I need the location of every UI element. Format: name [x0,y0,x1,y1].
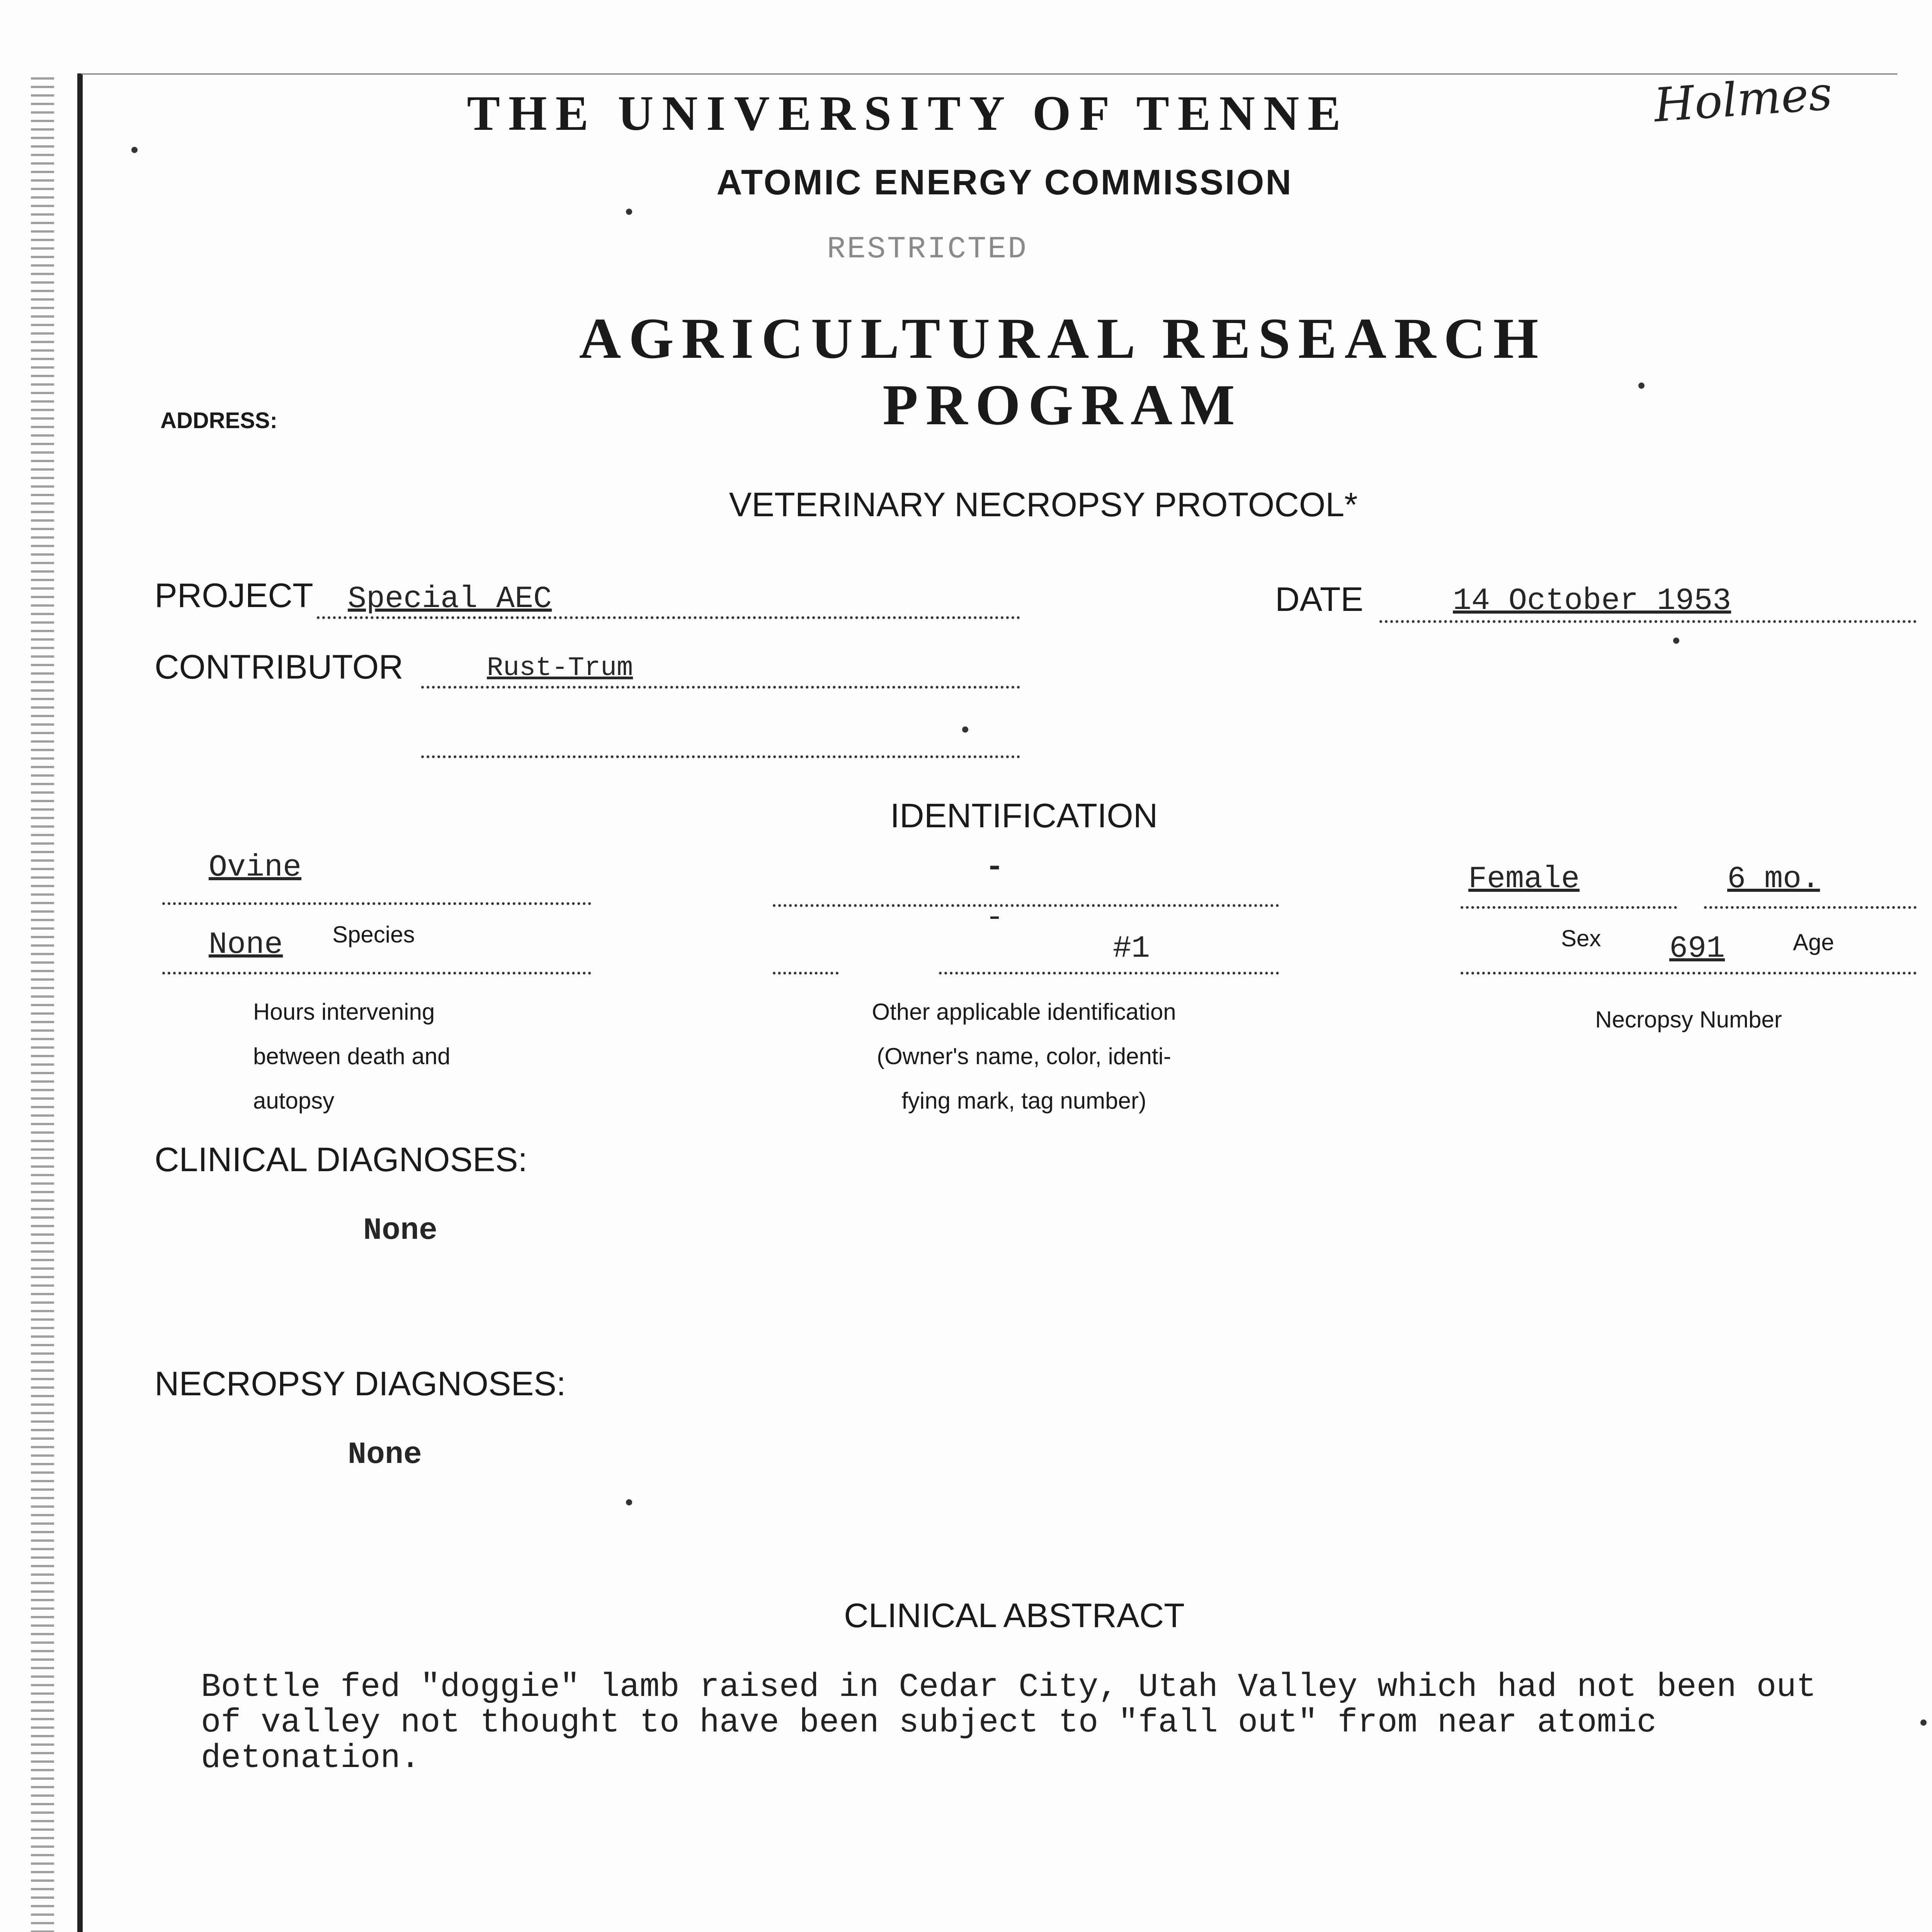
other-id-label-3: fying mark, tag number) [901,1088,1146,1114]
identification-title: IDENTIFICATION [890,796,1158,835]
hours-label-2: between death and [253,1043,451,1069]
hours-label-3: autopsy [253,1088,335,1114]
scan-speck [1673,638,1679,644]
other-id-value-1: - [985,850,1004,885]
scan-speck [626,209,632,215]
protocol-title: VETERINARY NECROPSY PROTOCOL* [729,485,1358,524]
other-id-line-2a [773,972,838,975]
other-id-label-1: Other applicable identification [872,999,1176,1025]
handwritten-signature: Holmes [1652,66,1834,133]
necropsy-number-line [1461,972,1917,975]
age-value: 6 mo. [1727,862,1820,897]
project-value: Special AEC [348,582,552,617]
scan-speck [962,726,968,733]
date-value: 14 October 1953 [1453,583,1731,619]
sex-value: Female [1468,862,1580,897]
age-line [1704,906,1917,909]
project-label: PROJECT [155,576,313,614]
necropsy-diagnoses-label: NECROPSY DIAGNOSES: [155,1364,566,1403]
scan-speck [131,147,138,153]
scan-speck [626,1499,632,1505]
hours-label-1: Hours intervening [253,999,435,1025]
program-heading: AGRICULTURAL RESEARCH PROGRAM [579,306,1546,437]
page-top-rule [81,73,1897,75]
clinical-diagnoses-value: None [363,1213,438,1248]
contributor-label: CONTRIBUTOR [155,648,403,686]
university-heading: THE UNIVERSITY OF TENNE [467,86,1349,141]
clinical-abstract-title: CLINICAL ABSTRACT [844,1596,1185,1634]
restricted-stamp-top: RESTRICTED [827,232,1028,267]
contributor-extra-line [421,755,1020,758]
necropsy-diagnoses-value: None [348,1437,422,1473]
scan-edge-noise [31,77,54,1932]
hours-value: None [209,927,283,963]
commission-heading: ATOMIC ENERGY COMMISSION [716,163,1293,202]
necropsy-number-value: 691 [1669,931,1725,966]
necropsy-number-label: Necropsy Number [1595,1007,1782,1032]
other-id-label-2: (Owner's name, color, identi- [877,1043,1171,1069]
address-label: ADDRESS: [160,408,277,433]
sex-label: Sex [1561,925,1601,951]
species-line [162,902,591,905]
scan-speck [1638,383,1645,389]
other-id-line-1 [773,904,1279,907]
date-line [1379,620,1917,623]
clinical-abstract-text: Bottle fed "doggie" lamb raised in Cedar City, Utah Valley which had not been out of valley not thought to have been subject to "fall out" from near atomic detonation. [201,1668,1816,1777]
page-left-border [77,73,83,1932]
sex-line [1461,906,1677,909]
age-label: Age [1793,929,1834,955]
contributor-value: Rust-Trum [487,653,633,684]
hours-line [162,972,591,975]
scan-speck [1920,1719,1927,1726]
other-id-value-2: - [985,900,1004,935]
other-id-line-2b [939,972,1279,975]
project-line [317,616,1020,619]
species-label: Species [332,922,415,947]
date-label: DATE [1275,580,1364,618]
species-value: Ovine [209,850,302,885]
other-id-value-3: #1 [1113,931,1150,966]
contributor-line [421,686,1020,689]
clinical-diagnoses-label: CLINICAL DIAGNOSES: [155,1140,527,1179]
